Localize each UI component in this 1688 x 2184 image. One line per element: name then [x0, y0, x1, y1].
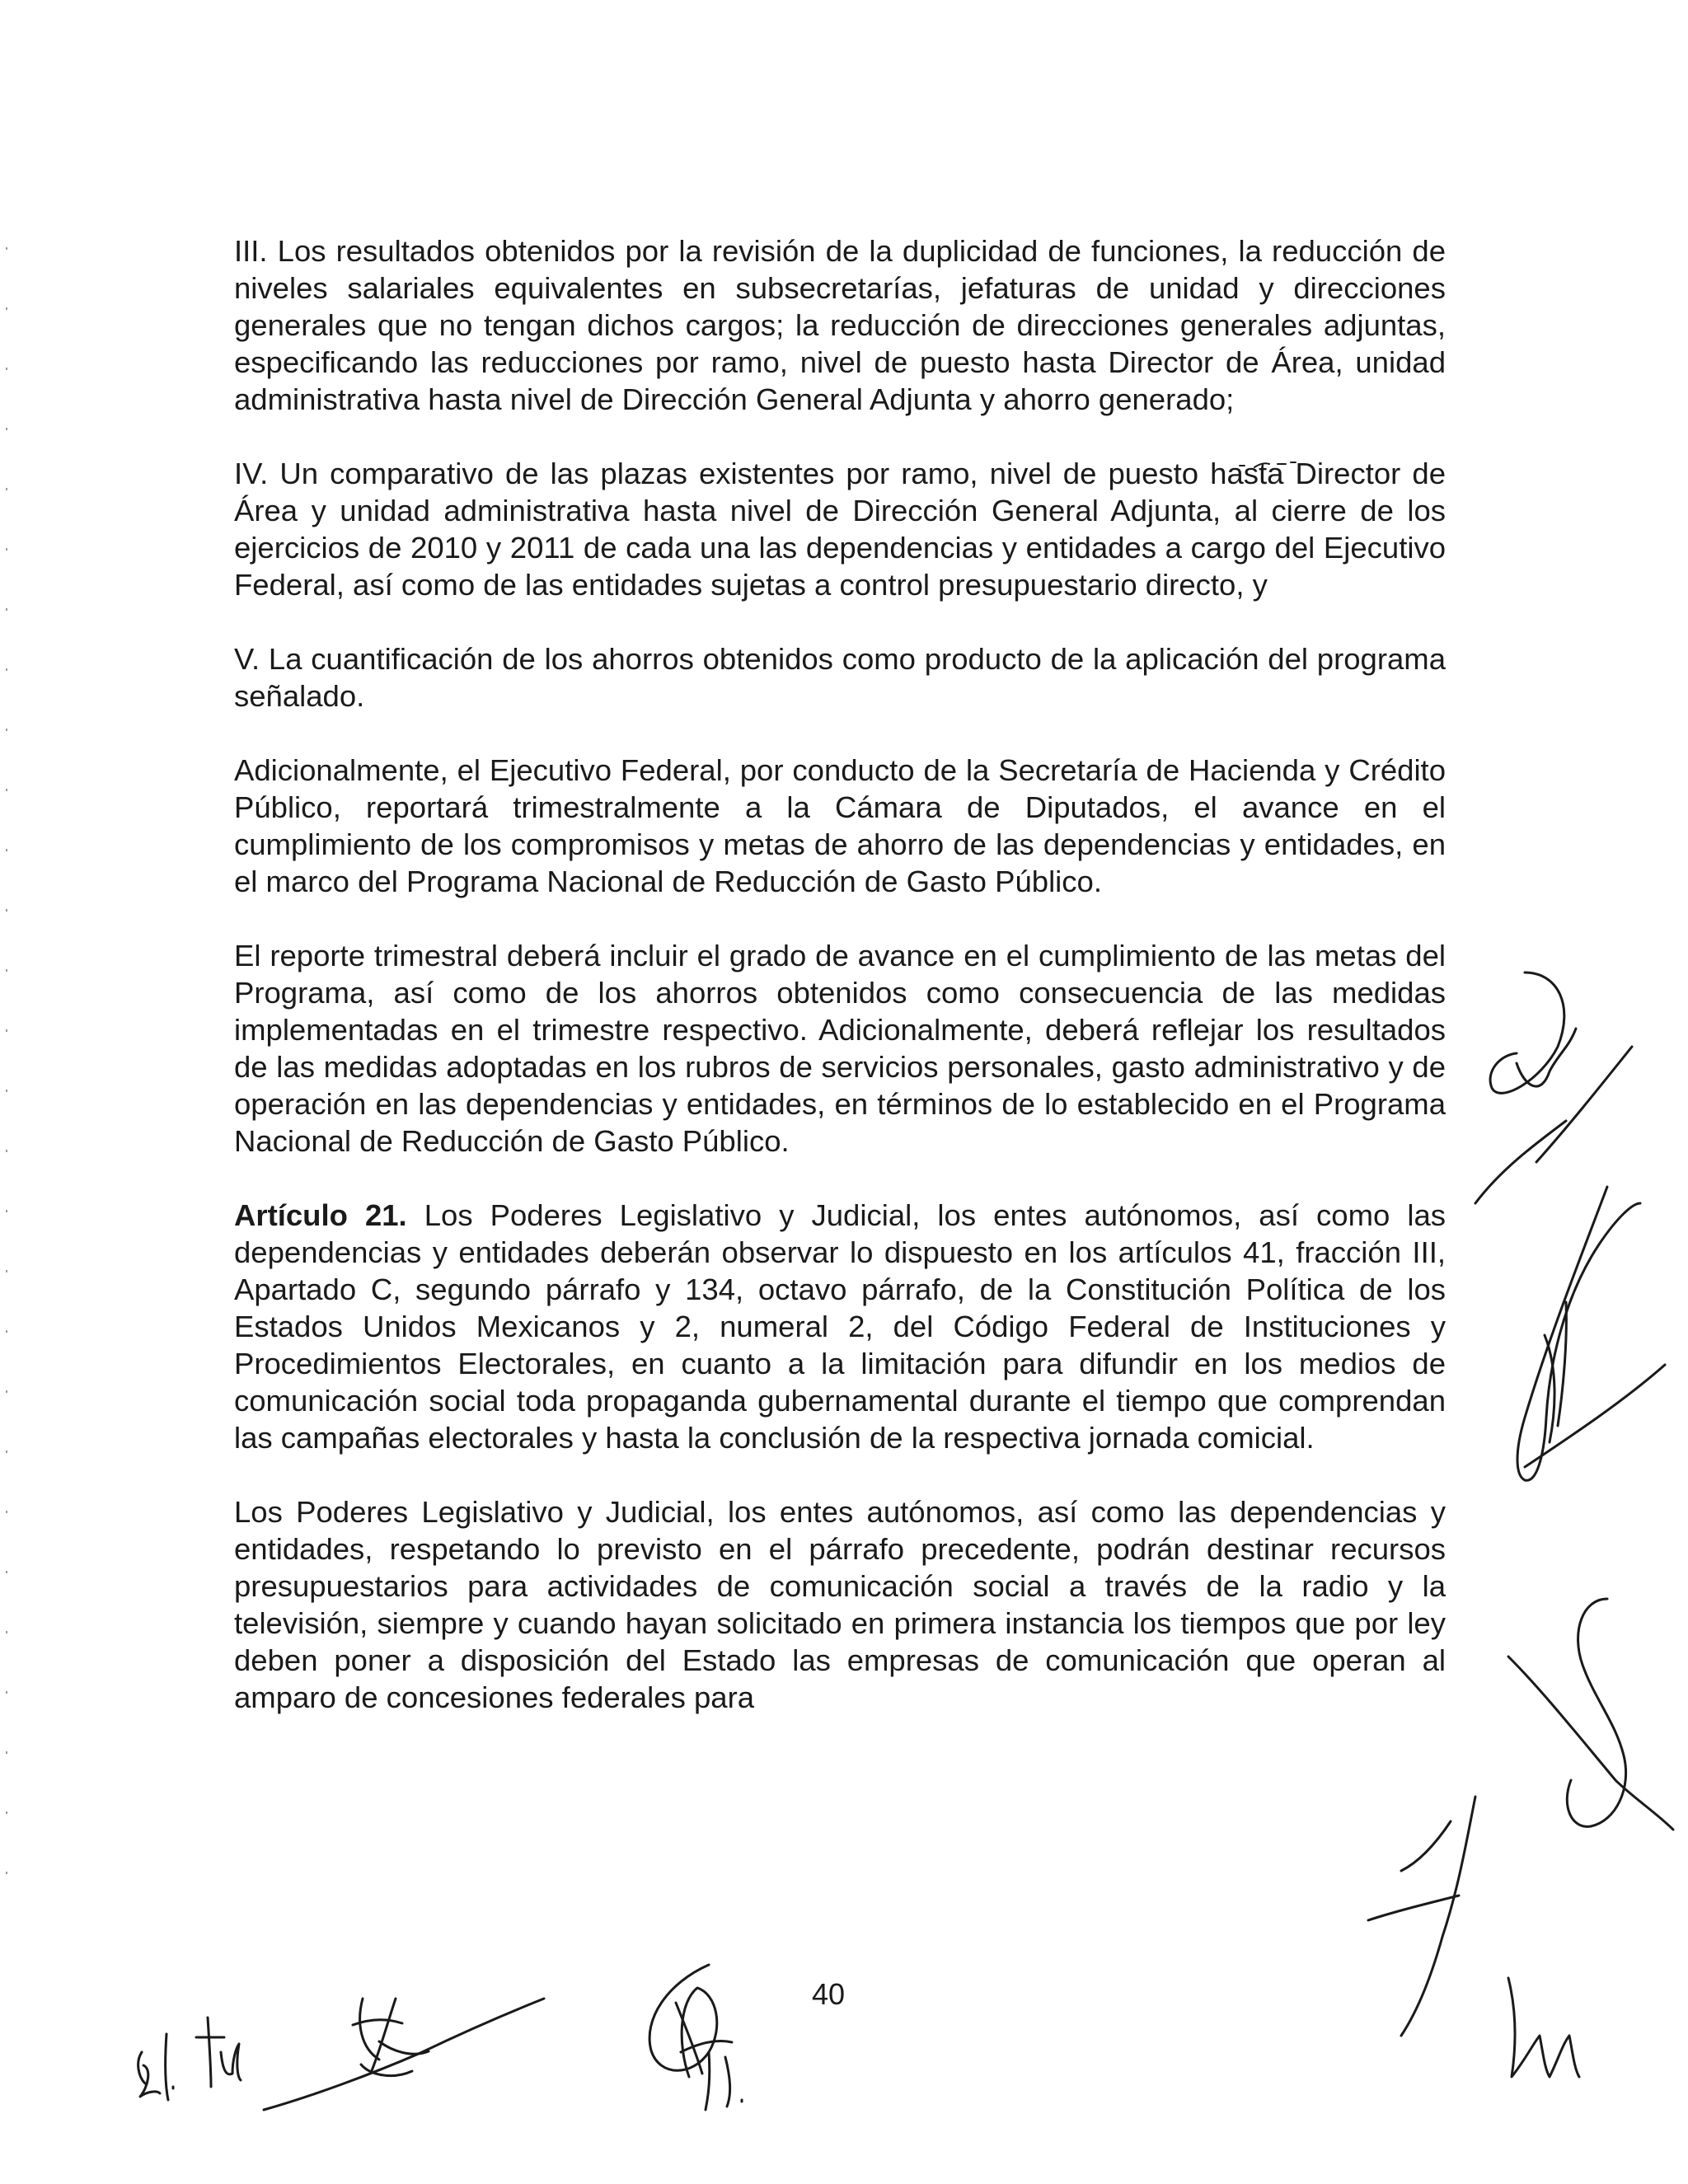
body-text [234, 232, 1446, 1716]
paragraph-iii: III. Los resultados obtenidos por la revisión de la duplicidad de funciones, la reducción de niveles salariales equivalentes en subsecretarías, jefaturas de unidad y direcciones generales que no tengan dichos cargos; la reducción de direcciones generales adjuntas, especificando las reducciones por ramo, nivel de puesto hasta Director de Área, unidad administrativa hasta nivel de Dirección General Adjunta y ahorro generado; [234, 234, 1446, 416]
signature-right-3 [1492, 1582, 1681, 1846]
paragraph-adicionalmente: Adicionalmente, el Ejecutivo Federal, por conducto de la Secretaría de Hacienda y Crédito Público, reportará trimestralmente a la Cámara de Diputados, el avance en el cumplimiento de los compromisos y metas de ahorro de las dependencias y entidades, en el marco del Programa Nacional de Reducción de Gasto Público. [234, 753, 1446, 898]
page-number: 40 [812, 1977, 846, 2011]
paragraph-reporte-trimestral: El reporte trimestral deberá incluir el grado de avance en el cumplimiento de las metas del Programa, así como de los ahorros obtenidos como consecuencia de las medidas implementadas en el trimestre respectivo. Adicionalmente, deberá reflejar los resultados de las medidas adoptadas en los rubros de servicios personales, gasto administrativo y de operación en las dependencias y entidades, en términos de lo establecido en el Programa Nacional de Reducción de Gasto Público. [234, 939, 1446, 1158]
paragraph-v: V. La cuantificación de los ahorros obtenidos como producto de la aplicación del programa señalado. [234, 642, 1446, 713]
stray-mark [1236, 457, 1302, 474]
article-text: Los Poderes Legislativo y Judicial, los entes autónomos, así como las dependencias y entidades deberán observar lo dispuesto en los artículos 41, fracción III, Apartado C, segundo párrafo y 134, octavo párrafo, de la Constitución Política de los Estados Unidos Mexicanos y 2, numeral 2, del Código Federal de Instituciones y Procedimientos Electorales, en cuanto a la limitación para difundir en los medios de comunicación social toda propaganda gubernamental durante el tiempo que comprendan las campañas electorales y hasta la conclusión de la respectiva jornada comicial. [234, 1198, 1447, 1455]
paragraph-poderes: Los Poderes Legislativo y Judicial, los entes autónomos, así como las dependencias y entidades, respetando lo previsto en el párrafo precedente, podrán destinar recursos presupuestarios para actividades de comunicación social a través de la radio y la televisión, siempre y cuando hayan solicitado en primera instancia los tiempos que por ley deben poner a disposición del Estado las empresas de comunicación que operan al amparo de concesiones federales para [234, 1495, 1446, 1714]
scan-margin-dots [0, 0, 16, 2184]
signature-right-2 [1475, 1170, 1673, 1533]
article-21 [234, 1197, 1446, 1456]
signature-right-4 [1352, 1772, 1500, 2044]
signature-bottom-2 [610, 1953, 767, 2118]
article-heading: Artículo 21. [234, 1198, 407, 1232]
signature-bottom-1 [256, 1974, 552, 2122]
signature-right-5 [1500, 1961, 1582, 2102]
paragraph-iv: IV. Un comparativo de las plazas existentes por ramo, nivel de puesto hasta Director de Área y unidad administrativa hasta nivel de Dirección General Adjunta, al cierre de los ejercicios de 2010 y 2011 de cada una las dependencias y entidades a cargo del Ejecutivo Federal, así como de las entidades sujetas a control presupuestario directo, y [234, 457, 1446, 602]
